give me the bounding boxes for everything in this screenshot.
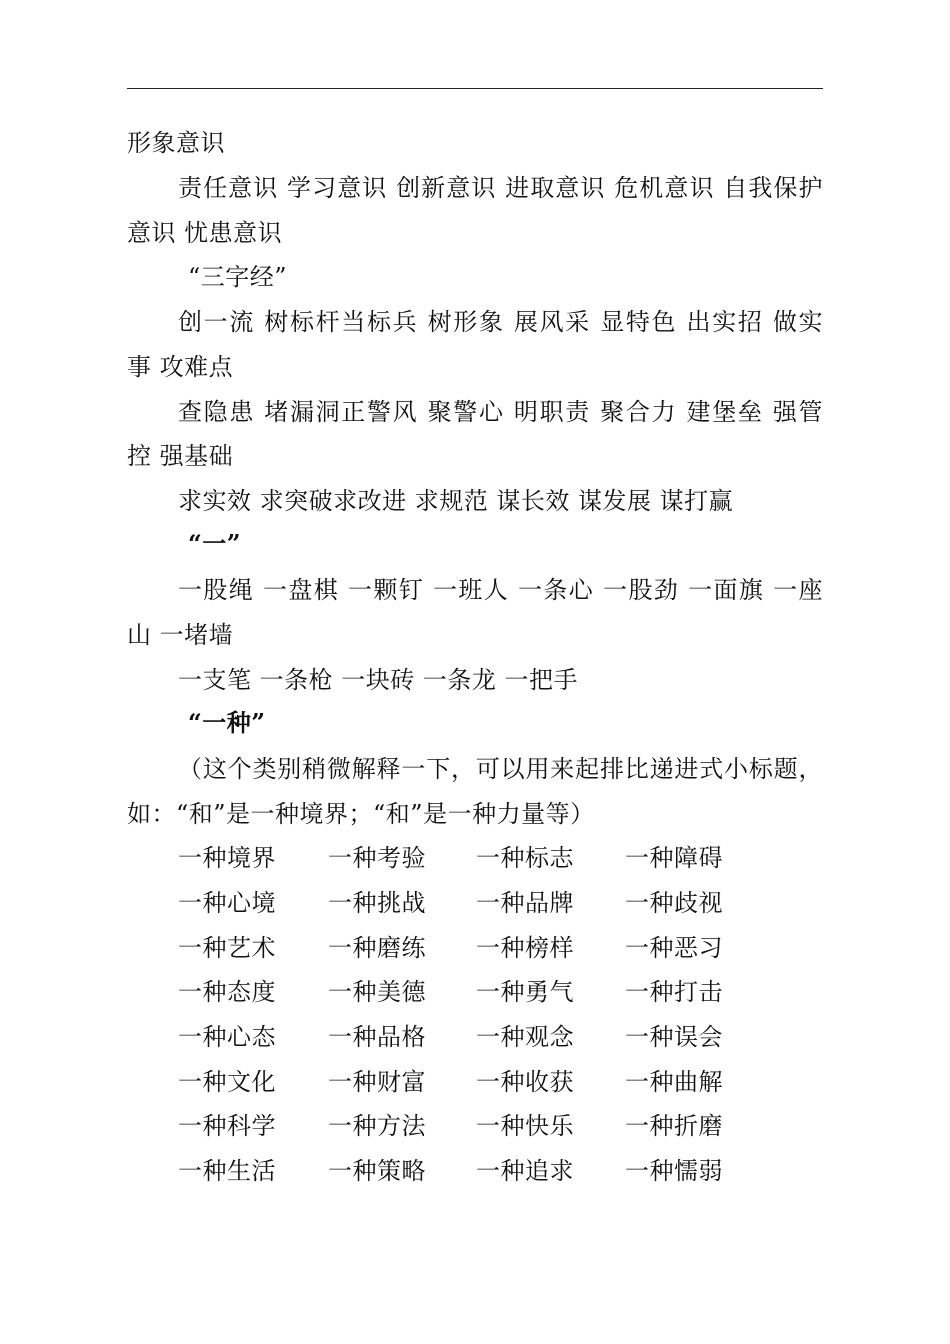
- text-line: 意识 忧患意识: [127, 219, 283, 247]
- grid-cell: 一种打击: [625, 978, 723, 1006]
- grid-cell: 一种挑战: [328, 889, 426, 917]
- grid-cell: 一种榜样: [476, 934, 574, 962]
- grid-cell: 一种勇气: [476, 978, 574, 1006]
- grid-row: [0, 888, 950, 918]
- grid-cell: 一种生活: [178, 1157, 276, 1185]
- text-line: 山 一堵墙: [127, 621, 234, 649]
- grid-cell: 一种障碍: [625, 844, 723, 872]
- grid-cell: 一种追求: [476, 1157, 574, 1185]
- text-line: 求实效 求突破求改进 求规范 谋长效 谋发展 谋打赢: [178, 487, 734, 515]
- text-line: （这个类别稍微解释一下，可以用来起排比递进式小标题，: [178, 755, 823, 783]
- section-heading: “一种”: [188, 708, 266, 737]
- grid-cell: 一种方法: [328, 1112, 426, 1140]
- grid-cell: 一种文化: [178, 1068, 276, 1096]
- text-line: 事 攻难点: [127, 353, 234, 381]
- grid-row: [0, 977, 950, 1007]
- section-heading: “一”: [188, 529, 242, 558]
- grid-cell: 一种艺术: [178, 934, 276, 962]
- grid-cell: 一种品格: [328, 1023, 426, 1051]
- grid-row: [0, 1156, 950, 1186]
- grid-cell: 一种品牌: [476, 889, 574, 917]
- header-rule: [127, 88, 823, 89]
- text-line: 控 强基础: [127, 442, 234, 470]
- grid-cell: 一种折磨: [625, 1112, 723, 1140]
- grid-cell: 一种财富: [328, 1068, 426, 1096]
- grid-cell: 一种标志: [476, 844, 574, 872]
- grid-cell: 一种美德: [328, 978, 426, 1006]
- grid-cell: 一种考验: [328, 844, 426, 872]
- grid-cell: 一种恶习: [625, 934, 723, 962]
- grid-row: [0, 843, 950, 873]
- grid-cell: 一种曲解: [625, 1068, 723, 1096]
- text-line: 一股绳 一盘棋 一颗钉 一班人 一条心 一股劲 一面旗 一座: [178, 576, 823, 604]
- grid-row: [0, 1111, 950, 1141]
- grid-cell: 一种快乐: [476, 1112, 574, 1140]
- grid-cell: 一种科学: [178, 1112, 276, 1140]
- text-line: 形象意识: [127, 129, 225, 157]
- text-line: 创一流 树标杆当标兵 树形象 展风采 显特色 出实招 做实: [178, 308, 823, 336]
- grid-cell: 一种观念: [476, 1023, 574, 1051]
- grid-row: [0, 933, 950, 963]
- grid-cell: 一种懦弱: [625, 1157, 723, 1185]
- grid-cell: 一种策略: [328, 1157, 426, 1185]
- text-line: 查隐患 堵漏洞正警风 聚警心 明职责 聚合力 建堡垒 强管: [178, 398, 823, 426]
- grid-cell: 一种心态: [178, 1023, 276, 1051]
- text-line: 一支笔 一条枪 一块砖 一条龙 一把手: [178, 666, 579, 694]
- text-line: 责任意识 学习意识 创新意识 进取意识 危机意识 自我保护: [178, 174, 823, 202]
- grid-cell: 一种歧视: [625, 889, 723, 917]
- grid-cell: 一种境界: [178, 844, 276, 872]
- grid-cell: 一种态度: [178, 978, 276, 1006]
- grid-cell: 一种心境: [178, 889, 276, 917]
- section-heading: “三字经”: [188, 263, 288, 291]
- grid-cell: 一种收获: [476, 1068, 574, 1096]
- grid-row: [0, 1067, 950, 1097]
- text-line: 如：“和”是一种境界；“和”是一种力量等）: [127, 800, 595, 828]
- grid-cell: 一种误会: [625, 1023, 723, 1051]
- grid-cell: 一种磨练: [328, 934, 426, 962]
- grid-row: [0, 1022, 950, 1052]
